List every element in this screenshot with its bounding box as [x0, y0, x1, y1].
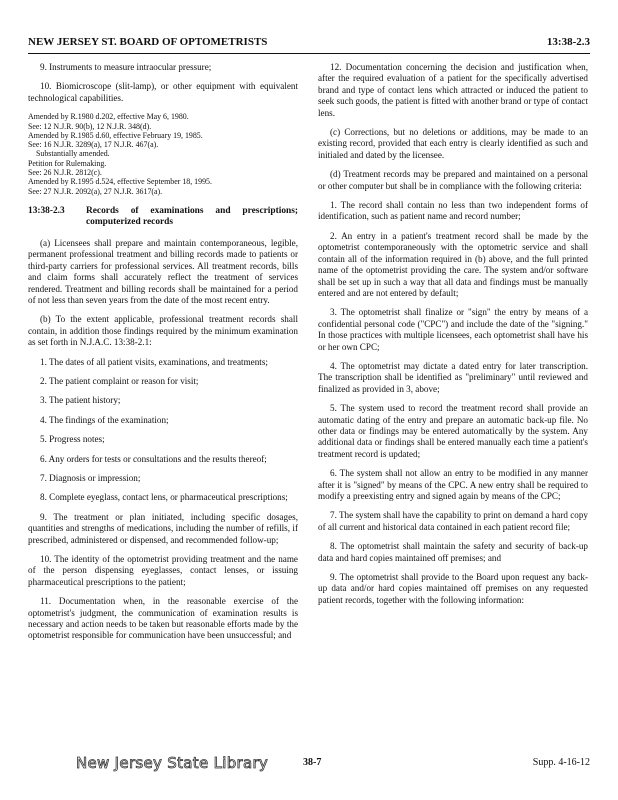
section-number: 13:38-2.3: [28, 205, 65, 216]
left-column: [28, 62, 298, 650]
list-item: 7. The system shall have the capability to print on demand a hard copy of all current and historical data contained in each patient record file;: [318, 510, 588, 532]
list-item: 9. Instruments to measure intraocular pressure;: [40, 62, 212, 72]
header-rule: [28, 53, 590, 54]
list-item: 11. Documentation when, in the reasonable exercise of the optometrist's judgment, the communication of examination results is necessary and action needs to be taken but reasonable efforts made by the optometrist responsible for communication have been unsuccessful; and: [28, 596, 298, 641]
paragraph-d: (d) Treatment records may be prepared and maintained on a personal or other computer but shall be in compliance with the following criteria:: [318, 169, 588, 191]
list-item: 2. The patient complaint or reason for visit;: [40, 375, 199, 386]
amendment-history: [28, 112, 298, 196]
amendment-line: See: 12 N.J.R. 90(b), 12 N.J.R. 348(d).: [28, 121, 152, 131]
right-column: [318, 62, 588, 614]
list-item: 6. Any orders for tests or consultations and the results thereof;: [40, 453, 267, 464]
list-item: 8. Complete eyeglass, contact lens, or pharmaceutical prescriptions;: [40, 492, 288, 503]
list-item: 3. The patient history;: [40, 395, 121, 406]
section-heading: [28, 206, 298, 229]
list-item: 2. An entry in a patient's treatment record shall be made by the optometrist contemporaneously with the optometric service and shall contain all of the information required in (b) above, and the full printed name of the optometrist providing the care. The system and/or software shall be set up in such a way that all data and findings must be manually entered and are not entered by default;: [318, 230, 588, 298]
list-item: 1. The record shall contain no less than two independent forms of identification, such as patient name and record number;: [318, 200, 588, 222]
list-item: 5. The system used to record the treatment record shall provide an automatic dating of the entry and prepare an automatic back-up file. No other data or findings may be entered automatically by the system. Any additional data or findings shall be entered manually each time a patient's treatment record is updated;: [318, 403, 588, 459]
library-watermark: New Jersey State Library: [76, 754, 269, 772]
list-item: 9. The optometrist shall provide to the Board upon request any back-up data and/or hard copies maintained off premises on any requested patient records, together with the following information:: [318, 572, 588, 605]
paragraph-a: (a) Licensees shall prepare and maintain contemporaneous, legible, permanent professional treatment and billing records made to patients or third-party carriers for professional services. All treatment records, bills and claim forms shall accurately reflect the treatment of services rendered. Treatment and billing records shall be maintained for a period of not less than seven years from the date of the most recent entry.: [28, 237, 298, 305]
amendment-line: Amended by R.1980 d.202, effective May 6, 1980.: [28, 112, 189, 122]
list-item: 8. The optometrist shall maintain the safety and security of back-up data and hard copies maintained off premises; and: [318, 541, 588, 563]
supplement-date: Supp. 4-16-12: [532, 757, 590, 768]
list-item: 3. The optometrist shall finalize or "sign" the entry by means of a confidential personal code ("CPC") and include the date of the "signing." In those practices with multiple licensees, each optometrist shall have his or her own CPC;: [318, 307, 588, 352]
amendment-line: Petition for Rulemaking.: [28, 158, 107, 168]
page-header: [28, 36, 590, 50]
page-footer: [28, 756, 590, 776]
list-item: 12. Documentation concerning the decision and justification when, after the required evaluation of a patient for the specifically advertised brand and type of contact lens which attracted or induced the patient to seek such goods, the patient is fitted with another brand or type of contact lens.: [318, 62, 588, 118]
list-item: 5. Progress notes;: [40, 434, 105, 445]
amendment-line: See: 27 N.J.R. 2092(a), 27 N.J.R. 3617(a).: [28, 186, 163, 196]
amendment-line: See: 16 N.J.R. 3289(a), 17 N.J.R. 467(a).: [28, 140, 159, 150]
amendment-line: Substantially amended.: [36, 149, 110, 159]
paragraph-c: (c) Corrections, but no deletions or additions, may be made to an existing record, provided that each entry is clearly identified as such and initialed and dated by the licensee.: [318, 127, 588, 160]
list-item: 7. Diagnosis or impression;: [40, 472, 141, 483]
list-item: 4. The optometrist may dictate a dated entry for later transcription. The transcription shall be identified as "preliminary" until reviewed and finalized as provided in 3, above;: [318, 360, 588, 394]
section-title: Records of examinations and prescriptions; computerized records: [86, 205, 298, 228]
list-item: 1. The dates of all patient visits, examinations, and treatments;: [40, 356, 268, 367]
page-number: 38-7: [303, 757, 322, 768]
list-item: 6. The system shall not allow an entry to be modified in any manner after it is "signed" by means of the CPC. A new entry shall be required to modify a preexisting entry and signed again by means of the CPC;: [318, 468, 588, 501]
list-item: 10. The identity of the optometrist providing treatment and the name of the person dispensing eyeglasses, contact lenses, or issuing pharmaceutical prescriptions to the patient;: [28, 554, 298, 587]
header-section: 13:38-2.3: [546, 36, 590, 48]
list-item: 9. The treatment or plan initiated, including specific dosages, quantities and strengths of medications, including the number of refills, if prescribed, administered or dispensed, and recommended follow-up;: [28, 511, 298, 545]
amendment-line: Amended by R.1985 d.60, effective February 19, 1985.: [28, 130, 203, 140]
paragraph-b: (b) To the extent applicable, professional treatment records shall contain, in addition those findings required by the minimum examination as set forth in N.J.A.C. 13:38-2.1:: [28, 314, 298, 348]
amendment-line: Amended by R.1995 d.524, effective September 18, 1995.: [28, 177, 212, 187]
amendment-line: See: 26 N.J.R. 2812(c).: [28, 168, 102, 177]
list-item: 10. Biomicroscope (slit-lamp), or other equipment with equivalent technological capabilities.: [28, 81, 298, 103]
list-item: 4. The findings of the examination;: [40, 414, 169, 425]
header-title: NEW JERSEY ST. BOARD OF OPTOMETRISTS: [28, 36, 268, 48]
